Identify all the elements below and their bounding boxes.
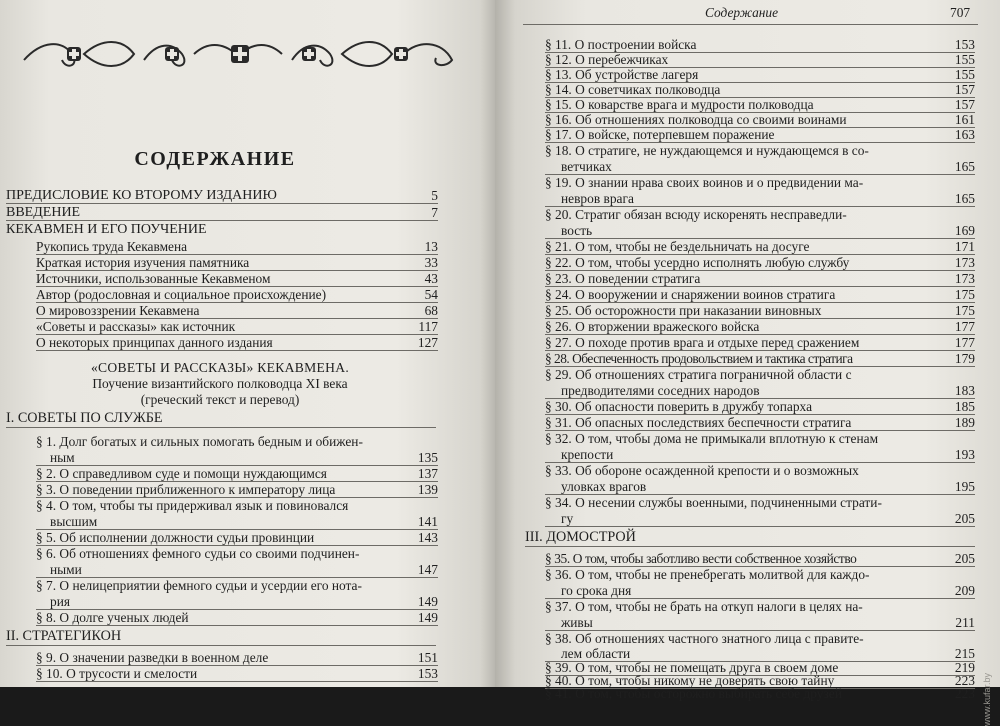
book-subtitle: Поучение византийского полководца XI века (92, 376, 348, 391)
toc-entry-s32: § 32. О том, чтобы дома не примыкали вплотную к стенам (545, 431, 879, 446)
book-note: (греческий текст и перевод) (140, 392, 300, 407)
toc-entry-s29: § 29. Об отношениях стратига пограничной области с (545, 367, 852, 382)
toc-entry-s19-cont: невров врага 165 (545, 191, 975, 207)
toc-entry-s32-cont: крепости 193 (545, 447, 975, 463)
toc-entry-s15: § 15. О коварстве врага и мудрости полководца 157 (545, 97, 975, 112)
toc-entry-s38: § 38. Об отношениях частного знатного лица с правите- (545, 631, 864, 646)
toc-entry-s34: § 34. О несении службы военными, подчиненными страти- (545, 495, 882, 510)
toc-entry-s21: § 21. О том, чтобы не бездельничать на досуге 171 (545, 239, 975, 254)
toc-entry-author: Автор (родословная и социальное происхождение) 54 (36, 287, 438, 302)
toc-entry-s20: § 20. Стратиг обязан всюду искоренять несправедли- (545, 207, 847, 222)
toc-entry-history: Краткая история изучения памятника 33 (36, 255, 438, 270)
toc-entry-s13: § 13. Об устройстве лагеря 155 (545, 67, 975, 82)
toc-entry-s14: § 14. О советчиках полководца 157 (545, 82, 975, 97)
toc-entry-s10: § 10. О трусости и смелости 153 (36, 666, 438, 681)
page-number: 707 (950, 5, 971, 20)
toc-entry-s8: § 8. О долге ученых людей 149 (36, 610, 438, 625)
toc-entry-s5: § 5. Об исполнении должности судьи провинции 143 (36, 530, 438, 545)
toc-entry-s7: § 7. О нелицеприятии фемного судьи и усердии его нота- (36, 578, 362, 593)
toc-entry-s33-cont: уловках врагов 195 (545, 479, 975, 495)
toc-entry-s40: § 40. О том, чтобы никому не доверять свою тайну 223 (545, 673, 975, 688)
toc-entry-preface: ПРЕДИСЛОВИЕ КО ВТОРОМУ ИЗДАНИЮ 5 (6, 188, 438, 203)
toc-entry-s6-cont: ными 147 (36, 562, 438, 578)
toc-entry-s26: § 26. О вторжении вражеского войска 177 (545, 319, 975, 334)
toc-entry-s9: § 9. О значении разведки в военном деле 151 (36, 650, 438, 665)
toc-entry-principles: О некоторых принципах данного издания 127 (36, 335, 438, 350)
section-rule (525, 546, 975, 547)
toc-entry-manuscript: Рукопись труда Кекавмена 13 (36, 239, 438, 254)
section-rule (6, 645, 436, 646)
left-page (0, 0, 495, 687)
toc-entry-s25: § 25. Об осторожности при наказании виновных 175 (545, 303, 975, 318)
toc-entry-s17: § 17. О войске, потерпевшем поражение 163 (545, 127, 975, 142)
toc-entry-s18: § 18. О стратиге, не нуждающемся и нуждающемся в со- (545, 143, 869, 158)
toc-entry-s6: § 6. Об отношениях фемного судьи со своими подчинен- (36, 546, 360, 561)
toc-entry-s36-cont: го срока дня 209 (545, 583, 975, 599)
toc-entry-s1-cont: ным 135 (36, 450, 438, 466)
toc-entry-s30: § 30. Об опасности поверить в дружбу топарха 185 (545, 399, 975, 414)
toc-entry-s4: § 4. О том, чтобы ты придерживал язык и повиновался (36, 498, 349, 513)
toc-entry-s28: § 28. Обеспеченность продовольствием и тактика стратига 179 (545, 351, 975, 366)
book-title-block (0, 360, 440, 408)
toc-entry-s27: § 27. О походе против врага и отдыхе перед сражением 177 (545, 335, 975, 350)
toc-entry-as-source: «Советы и рассказы» как источник 117 (36, 319, 438, 334)
running-title: Содержание (705, 5, 779, 20)
toc-entry-s16: § 16. Об отношениях полководца со своими воинами 161 (545, 112, 975, 127)
toc-entry-s20-cont: вость 169 (545, 223, 975, 239)
toc-entry-kekavmen: КЕКАВМЕН И ЕГО ПОУЧЕНИЕ (6, 222, 207, 237)
toc-entry-worldview: О мировоззрении Кекавмена 68 (36, 303, 438, 318)
toc-entry-s35: § 35. О том, чтобы заботливо вести собственное хозяйство 205 (545, 551, 975, 566)
toc-entry-s1: § 1. Долг богатых и сильных помогать бедным и обижен- (36, 434, 363, 449)
toc-entry-s24: § 24. О вооружении и снаряжении воинов стратига 175 (545, 287, 975, 302)
toc-entry-s4-cont: высшим 141 (36, 514, 438, 530)
page-title: СОДЕРЖАНИЕ (134, 148, 296, 170)
toc-entry-sources: Источники, использованные Кекавменом 43 (36, 271, 438, 286)
decorative-ornament-icon (22, 34, 454, 74)
toc-entry-s18-cont: ветчиках 165 (545, 159, 975, 175)
toc-entry-s22: § 22. О том, чтобы усердно исполнять любую службу 173 (545, 255, 975, 270)
toc-entry-introduction: ВВЕДЕНИЕ 7 (6, 205, 438, 220)
section-heading-2: II. СТРАТЕГИКОН (6, 628, 122, 644)
toc-entry-s11: § 11. О построении войска 153 (545, 37, 975, 52)
right-page (495, 0, 1000, 726)
header-rule (523, 24, 978, 25)
section-rule (6, 427, 436, 428)
toc-entry-s23: § 23. О поведении стратига 173 (545, 271, 975, 286)
toc-entry-s12: § 12. О перебежчиках 155 (545, 52, 975, 67)
toc-entry-s29-cont: предводителями соседних народов 183 (545, 383, 975, 399)
section-heading-3: III. ДОМОСТРОЙ (525, 529, 636, 545)
toc-entry-s19: § 19. О знании нрава своих воинов и о предвидении ма- (545, 175, 864, 190)
toc-entry-s3: § 3. О поведении приближенного к императору лица 139 (36, 482, 438, 497)
toc-entry-s7-cont: рия 149 (36, 594, 438, 610)
book-title: «СОВЕТЫ И РАССКАЗЫ» КЕКАВМЕНА. (90, 360, 350, 375)
toc-entry-s34-cont: гу 205 (545, 511, 975, 527)
section-heading-1: I. СОВЕТЫ ПО СЛУЖБЕ (6, 410, 163, 426)
toc-entry-s36: § 36. О том, чтобы не пренебрегать молитвой для каждо- (545, 567, 870, 582)
watermark: www.kufar.by (982, 673, 992, 726)
toc-entry-s2: § 2. О справедливом суде и помощи нуждающимся 137 (36, 466, 438, 481)
toc-entry-s33: § 33. Об обороне осажденной крепости и о возможных (545, 463, 859, 478)
toc-entry-s38-cont: лем области 215 (545, 646, 975, 662)
toc-entry-s37-cont: живы 211 (545, 615, 975, 631)
toc-entry-s31: § 31. Об опасных последствиях беспечности стратига 189 (545, 415, 975, 430)
toc-entry-s39: § 39. О том, чтобы не помещать друга в своем доме 219 (545, 660, 975, 675)
toc-entry-s37: § 37. О том, чтобы не брать на откуп налоги в целях на- (545, 599, 863, 614)
toc-entry-s41: § 41. О том, чтобы осторожно выбирать себе друзей 223 (545, 686, 975, 701)
